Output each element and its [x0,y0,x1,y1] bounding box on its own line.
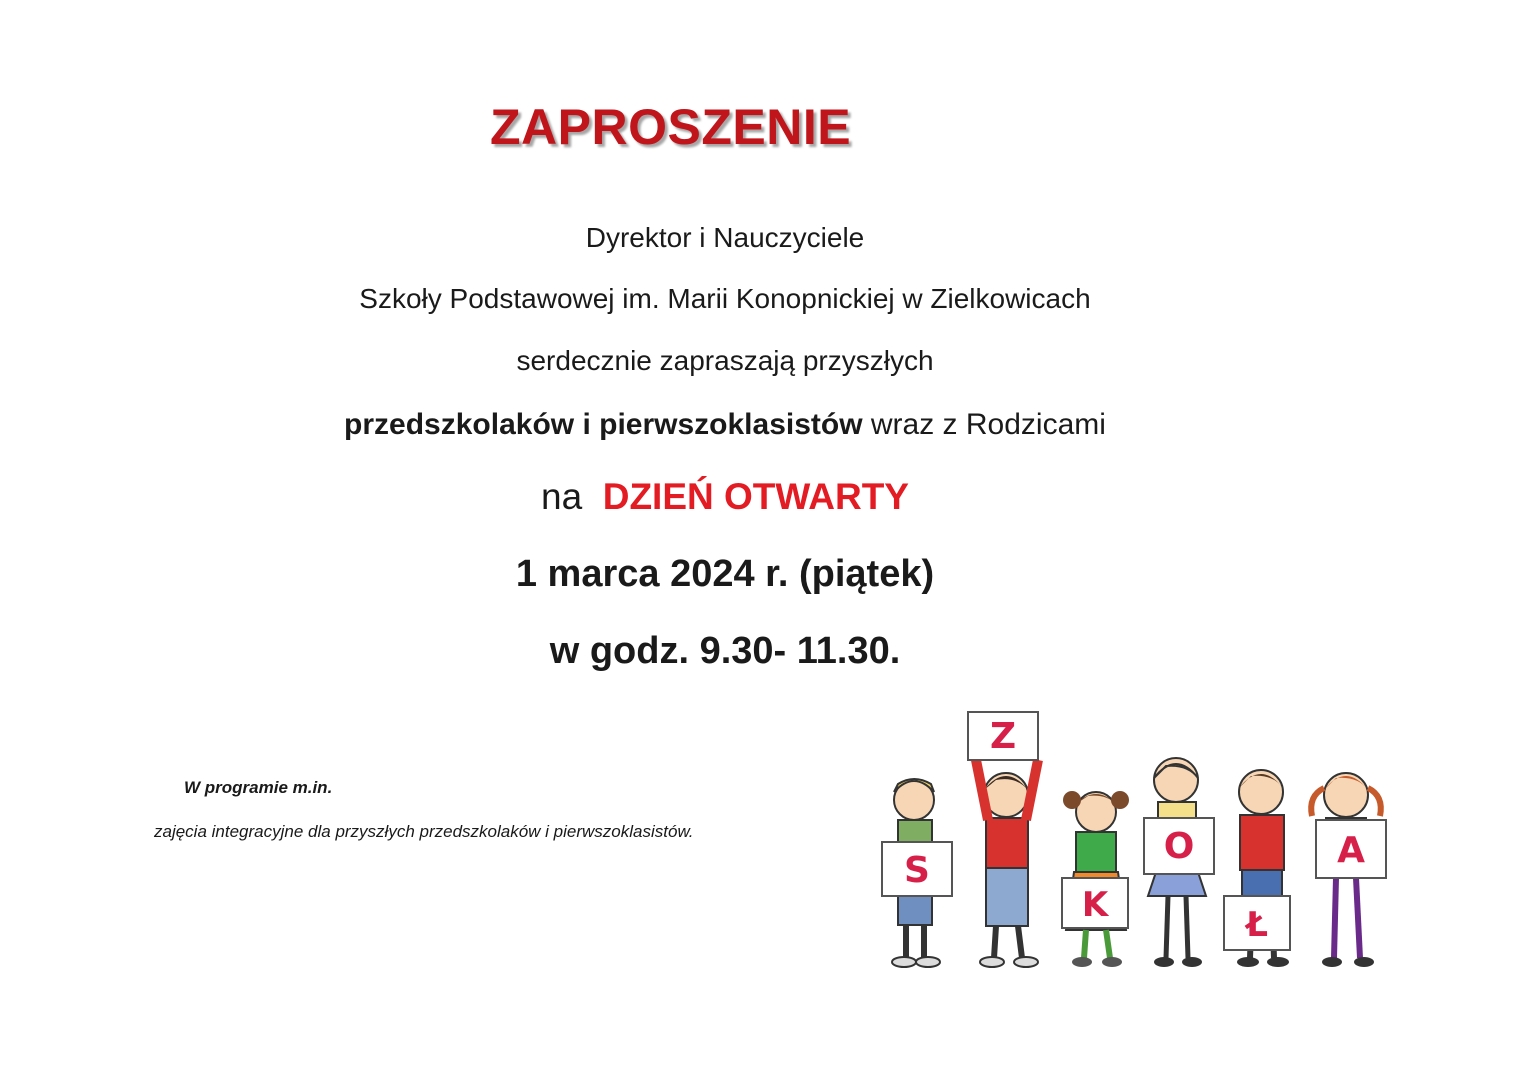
event-name: DZIEŃ OTWARTY [602,476,909,517]
intro-line-1: Dyrektor i Nauczyciele [585,222,865,253]
sign-letter: K [1081,885,1109,925]
letter-sign-k [1062,878,1128,928]
intro-line-4 [0,408,1450,442]
sign-letter: O [1163,826,1195,867]
sign-letter: Ł [1246,905,1268,945]
letter-sign-a [1316,820,1386,878]
page-title: ZAPROSZENIE [490,99,852,155]
event-prefix: na [541,476,603,517]
letter-sign-o [1144,818,1214,874]
letter-sign-z [968,712,1038,760]
letter-sign-l [1224,896,1290,950]
program-item: zajęcia integracyjne dla przyszłych przedszkolaków i pierwszoklasistów. [154,822,694,841]
sign-letter: A [1337,830,1365,871]
children-with-letters-illustration [876,700,1406,975]
event-date: 1 marca 2024 r. (piątek) [515,553,935,595]
sign-letter: Z [989,716,1017,757]
event-name-line [0,476,1450,518]
intro-line-2: Szkoły Podstawowej im. Marii Konopnickiej w Zielkowicach [359,283,1091,314]
audience-bold: przedszkolaków i pierwszoklasistów [344,408,863,441]
program-heading: W programie m.in. [184,778,333,797]
child-figure [976,760,1038,967]
letter-sign-s [882,842,952,896]
sign-letter: S [904,850,930,891]
event-hours: w godz. 9.30- 11.30. [549,630,901,672]
audience-rest: wraz z Rodzicami [862,408,1106,441]
intro-line-3: serdecznie zapraszają przyszłych [516,345,934,376]
